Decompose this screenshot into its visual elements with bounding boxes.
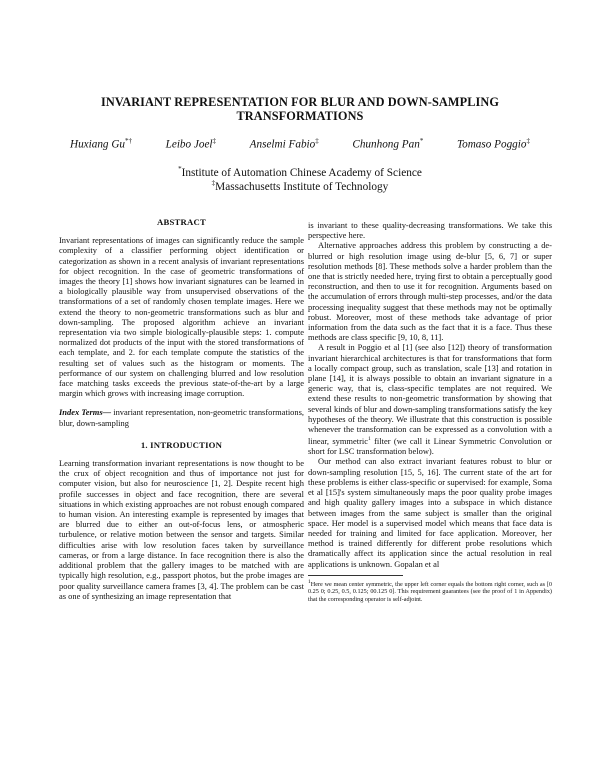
affiliation-1: *Institute of Automation Chinese Academy of Science [178, 165, 422, 179]
title-line-2: TRANSFORMATIONS [236, 109, 364, 123]
abstract-text: Invariant representations of images can significantly reduce the sample complexity of a classifier performing object identification or categorization as shown in a recent analysis of invariant representations for object recognition. In the case of geometric transformations of images the theory [1] shows how invariant signatures can be learned in a biologically plausible way from unsupervised observations of the transformations of a set of randomly chosen template images. Here we extend the theory to non-geometric transformations such as blur and down-sampling. The proposed algorithm achieve an invariant representation via two simple biologically-plausible steps: 1. compute normalized dot products of the input with the stored transformations of each template, and 2. for each template compute the statistics of the resulting set of values such as the histogram or moments. The performance of our system on challenging blurred and low resolution face matching tasks exceeds the previous state-of-the-art by a large margin which grows with increasing image corruption. [59, 235, 304, 399]
author: Chunhong Pan* [352, 137, 424, 151]
footnote: $^1$Here we mean center symmetric, the upper left corner equals the bottom right corner, such as [0 0.25 0; 0.25, 0.5, 0.125; 00.125 0]. This requirement guarantees (see the proof of 1 in Appendix) that the corresponding operator is self-adjoint. [308, 578, 552, 603]
affiliation-2: ‡Massachusetts Institute of Technology [211, 179, 389, 193]
footnote-rule [308, 575, 403, 576]
intro-paragraph: Learning transformation invariant representations is now thought to be the crux of object recognition and thus of importance not just for computer vision, but also for neuroscience [1, 2]. Despite recent high profile successes in object and face recognition, there are several situations in which existing approaches are not robust enough compared to human vision. An interesting example is represented by images that are blurred due to either an out-of-focus lens, or atmospheric turbulence, or relative motion between the sensor and targets. Similar difficulties arise with low resolution faces taken by surveillance cameras, or from a large distance. In face recognition there is also the additional problem that the gallery images to be matched with are typically high resolution, e.g., passport photos, but the probe images are poor quality surveillance camera frames [3, 4]. The problem can be cast as one of synthesizing an image representation that [59, 458, 304, 601]
author-list [70, 137, 530, 151]
paragraph: Our method can also extract invariant features robust to blur or down-sampling resolution [15, 5, 16]. The current state of the art for these problems is either class-specific or supervised: for example, Soma et al [15]'s system simultaneously maps the poor quality probe images and high quality gallery images into a subspace in which distance between images from the same subject is smaller than the original space. Her model is a supervised model which means that face data is needed for training and limited for face application. Moreover, her method is trained differently for different probe resolutions which dramatically affect its application since the actual resolution in real applications is unknown. Gopalan et al [308, 456, 552, 569]
author: Leibo Joel‡ [165, 137, 217, 151]
paragraph: A result in Poggio et al [1] (see also [12]) theory of transformation invariant hierarchical architectures is that for transformations that form a locally compact group, such as translation, scale [13] and rotation in plane [14], it is always possible to obtain an invariant signature in a generic way, that is, class-specific templates are not required. We extend these results to non-geometric transformation by showing that several kinds of blur and down-sampling transformations satisfy the key hypotheses of the theory. We illustrate that this construction is possible whenever the transformation can be expressed as a convolution with a linear, symmetric$^1$ filter (we call it Linear Symmetric Convolution or short for LSC transformation below). [308, 342, 552, 457]
abstract-heading: ABSTRACT [157, 217, 206, 227]
author: Tomaso Poggio‡ [456, 137, 530, 151]
title-line-1: INVARIANT REPRESENTATION FOR BLUR AND DOWN-SAMPLING [100, 95, 500, 109]
paper-title [60, 95, 540, 123]
index-terms: Index Terms— invariant representation, non-geometric transformations, blur, down-sampling [59, 407, 304, 428]
paragraph: Alternative approaches address this problem by constructing a de-blurred or high resolution image using de-blur [5, 6, 7] or super resolution methods [8]. These methods solve a harder problem than the one that is strictly needed here, trying first to obtain a perceptually good reconstruction, and then to use it for recognition. Arguments based on the accumulation of errors through multi-step processes, and/or the data processing inequality suggest that these methods may not be optimally robust. Moreover, most of these methods take advantage of prior information from the data such as the fact that it is a face. Thus these methods are class specific [9, 10, 8, 11]. [308, 240, 552, 343]
author: Anselmi Fabio‡ [249, 137, 319, 151]
right-column [308, 220, 552, 604]
paragraph: is invariant to these quality-decreasing transformations. We take this perspective here. [308, 220, 552, 241]
author: Huxiang Gu*† [70, 137, 132, 151]
intro-heading: 1. INTRODUCTION [140, 439, 223, 450]
left-column [59, 217, 304, 601]
